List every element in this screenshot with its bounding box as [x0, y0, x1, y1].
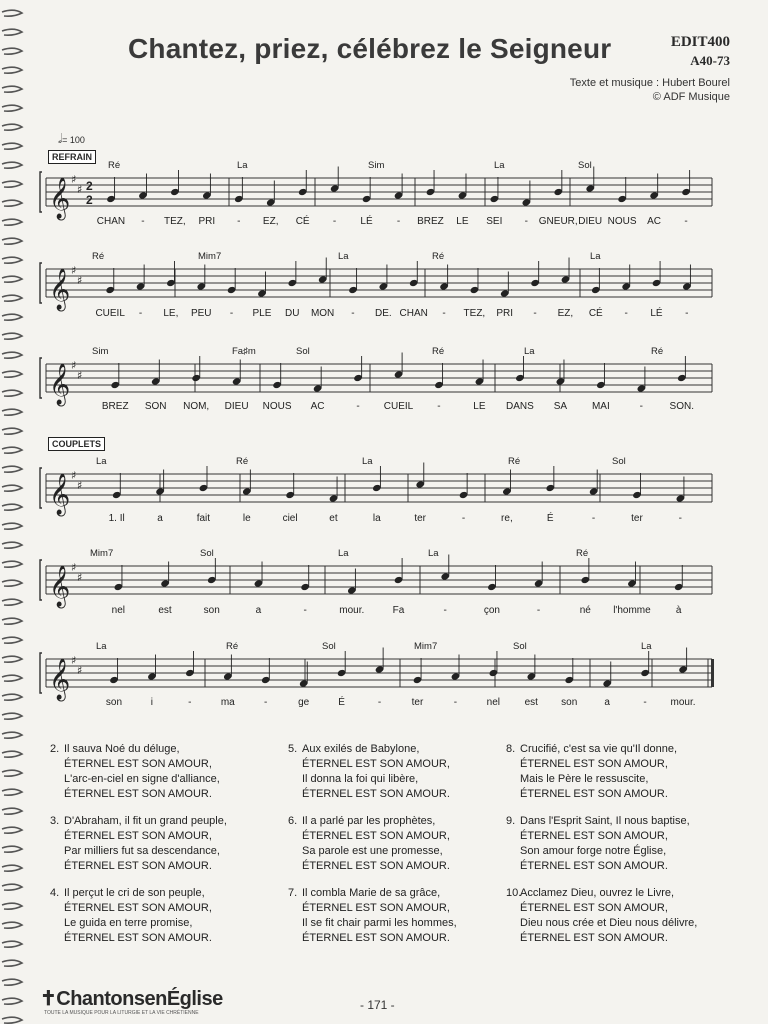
- treble-clef-icon: 𝄞: [49, 566, 71, 607]
- binding-ring: [2, 238, 22, 244]
- verse-number: 9.: [506, 815, 516, 827]
- verse-first-line: [50, 814, 280, 829]
- binding-ring: [2, 219, 22, 225]
- binding-ring: [2, 48, 22, 54]
- lyric-syllable: -: [396, 216, 401, 227]
- sharp-icon: ♯: [71, 561, 77, 574]
- chord-symbol: Sol: [296, 346, 310, 357]
- verse-block: [288, 742, 518, 802]
- binding-ring: [2, 29, 22, 35]
- lyric-syllable: -: [536, 605, 541, 616]
- lyric-syllable: DIEU: [578, 216, 603, 227]
- staff: [36, 460, 726, 520]
- staff: [36, 255, 726, 315]
- sharp-icon: ♯: [71, 359, 77, 372]
- verse-text: Acclamez Dieu, ouvrez le Livre,: [520, 887, 675, 899]
- lyric-syllable: É: [546, 513, 554, 524]
- lyric-syllable: est: [158, 605, 172, 616]
- lyric-syllable: mour.: [339, 605, 365, 616]
- brand-name: ChantonsenÉglise: [56, 988, 223, 1010]
- treble-clef-icon: 𝄞: [49, 269, 71, 310]
- couplets-label: COUPLETS: [48, 437, 105, 451]
- verse-line: ÉTERNEL EST SON AMOUR,: [64, 758, 212, 770]
- lyric-syllable: a: [255, 605, 262, 616]
- sharp-icon: ♯: [77, 274, 83, 287]
- sharp-icon: ♯: [77, 571, 83, 584]
- lyric-syllable: -: [443, 605, 447, 616]
- chord-symbol: Mim7: [90, 548, 114, 559]
- lyric-syllable: à: [675, 605, 682, 616]
- binding-ring: [2, 504, 22, 510]
- chord-symbol: La: [338, 251, 349, 262]
- system-bracket: [40, 358, 42, 398]
- lyric-syllable: LÉ: [650, 308, 663, 319]
- sharp-icon: ♯: [77, 183, 83, 196]
- lyric-syllable: TEZ,: [164, 216, 186, 227]
- verse-line: ÉTERNEL EST SON AMOUR.: [64, 788, 212, 800]
- verse-line: Mais le Père le ressuscite,: [520, 773, 649, 785]
- lyric-syllable: re,: [501, 513, 513, 524]
- lyric-syllable: -: [264, 697, 268, 708]
- binding-ring: [2, 143, 22, 149]
- lyric-syllable: EZ,: [262, 216, 279, 227]
- lyric-syllable: -: [624, 308, 628, 319]
- verse-line: ÉTERNEL EST SON AMOUR,: [302, 758, 450, 770]
- verse-number: 2.: [50, 743, 60, 755]
- verse-number: 4.: [50, 887, 60, 899]
- chord-symbol: La: [237, 160, 248, 171]
- verse-line: ÉTERNEL EST SON AMOUR,: [520, 902, 668, 914]
- chord-symbol: Sol: [200, 548, 214, 559]
- brand-logo: [40, 986, 223, 1011]
- binding-ring: [2, 447, 22, 453]
- lyric-syllable: -: [332, 216, 337, 227]
- lyric-syllable: BREZ: [417, 216, 444, 227]
- lyric-syllable: -: [678, 513, 682, 524]
- staff: [36, 164, 726, 224]
- binding-ring: [2, 922, 22, 928]
- verse-line: Le guida en terre promise,: [64, 917, 193, 929]
- lyric-syllable: AC: [310, 401, 325, 412]
- lyric-syllable: BREZ: [101, 401, 129, 412]
- verse-line: ÉTERNEL EST SON AMOUR,: [64, 830, 212, 842]
- lyric-syllable: MAI: [591, 401, 610, 412]
- lyric-syllable: -: [685, 308, 689, 319]
- verse-text: Il combla Marie de sa grâce,: [302, 887, 441, 899]
- chord-symbol: Sol: [513, 641, 527, 652]
- chord-symbol: Ré: [508, 456, 521, 467]
- chord-symbol: La: [362, 456, 373, 467]
- lyric-syllable: a: [157, 513, 163, 524]
- lyric-syllable: -: [377, 697, 382, 708]
- lyric-syllable: SEI: [486, 216, 503, 227]
- verse-line: ÉTERNEL EST SON AMOUR.: [64, 932, 212, 944]
- lyric-syllable: LÉ: [360, 216, 373, 227]
- binding-ring: [2, 466, 22, 472]
- chord-symbol: Fa♯m: [232, 346, 256, 357]
- verse-text: Il sauva Noé du déluge,: [64, 743, 180, 755]
- verse-line: Dieu nous crée et Dieu nous délivre,: [520, 917, 698, 929]
- lyric-syllable: nel: [486, 697, 501, 708]
- verse-number: 7.: [288, 887, 298, 899]
- chord-symbol: Ré: [236, 456, 249, 467]
- lyric-syllable: NOM,: [183, 401, 210, 412]
- lyric-syllable: -: [229, 308, 234, 319]
- chord-symbol: La: [590, 251, 601, 262]
- system-bracket: [40, 263, 42, 303]
- binding-ring: [2, 295, 22, 301]
- lyric-syllable: i: [150, 697, 154, 708]
- lyric-syllable: DIEU: [224, 401, 249, 412]
- system-bracket: [40, 468, 42, 508]
- binding-ring: [2, 162, 22, 168]
- lyric-syllable: -: [138, 308, 143, 319]
- lyric-syllable: DU: [285, 308, 300, 319]
- lyric-syllable: çon: [483, 605, 500, 616]
- sharp-icon: ♯: [77, 479, 83, 492]
- chord-symbol: La: [96, 456, 107, 467]
- half-note-icon: 𝅗𝅥: [58, 131, 63, 146]
- lyric-syllable: CHAN: [399, 308, 428, 319]
- verse-first-line: [50, 742, 280, 757]
- sharp-icon: ♯: [71, 469, 77, 482]
- binding-ring: [2, 599, 22, 605]
- binding-ring: [2, 523, 22, 529]
- verse-number: 3.: [50, 815, 60, 827]
- lyric-syllable: LE,: [163, 308, 179, 319]
- lyric-syllable: CUEIL: [383, 401, 414, 412]
- sharp-icon: ♯: [77, 664, 83, 677]
- verse-line: ÉTERNEL EST SON AMOUR,: [302, 902, 450, 914]
- binding-ring: [2, 371, 22, 377]
- lyric-syllable: -: [591, 513, 596, 524]
- chord-symbol: La: [641, 641, 652, 652]
- treble-clef-icon: 𝄞: [49, 364, 71, 405]
- binding-ring: [2, 675, 22, 681]
- binding-ring: [2, 827, 22, 833]
- chord-symbol: Ré: [432, 251, 445, 262]
- chord-symbol: Ré: [432, 346, 445, 357]
- binding-ring: [2, 884, 22, 890]
- verse-text: Il a parlé par les prophètes,: [302, 815, 436, 827]
- chord-symbol: Ré: [651, 346, 664, 357]
- lyric-syllable: né: [579, 605, 591, 616]
- verse-line: Sa parole est une promesse,: [302, 845, 443, 857]
- lyric-syllable: ge: [298, 697, 310, 708]
- verse-first-line: [506, 814, 736, 829]
- credit-copyright: © ADF Musique: [652, 91, 730, 103]
- binding-ring: [2, 561, 22, 567]
- chord-symbol: Sim: [92, 346, 109, 357]
- lyric-syllable: PRI: [496, 308, 514, 319]
- verse-first-line: [288, 886, 522, 901]
- lyric-syllable: nel: [111, 605, 126, 616]
- verse-first-line: [506, 886, 736, 901]
- binding-ring: [2, 789, 22, 795]
- binding-ring: [2, 998, 22, 1004]
- binding-ring: [2, 428, 22, 434]
- binding-ring: [2, 200, 22, 206]
- binding-ring: [2, 903, 22, 909]
- binding-ring: [2, 732, 22, 738]
- lyric-syllable: -: [533, 308, 537, 319]
- lyric-syllable: CUEIL: [95, 308, 125, 319]
- catalog-code: EDIT400: [670, 34, 730, 50]
- binding-ring: [2, 770, 22, 776]
- lyric-syllable: l'homme: [613, 605, 651, 616]
- chord-symbol: La: [524, 346, 535, 357]
- chord-symbol: Sol: [612, 456, 626, 467]
- verse-line: Par milliers fut sa descendance,: [64, 845, 220, 857]
- lyric-syllable: MON: [310, 308, 335, 319]
- sharp-icon: ♯: [71, 264, 77, 277]
- binding-ring: [2, 485, 22, 491]
- credit-author: Texte et musique : Hubert Bourel: [569, 77, 730, 89]
- binding-ring: [2, 580, 22, 586]
- lyric-syllable: son: [561, 697, 578, 708]
- lyric-syllable: -: [437, 401, 441, 412]
- verse-line: L'arc-en-ciel en signe d'alliance,: [64, 773, 220, 785]
- verse-first-line: [288, 814, 518, 829]
- binding-ring: [2, 618, 22, 624]
- lyric-syllable: Fa: [392, 605, 405, 616]
- chord-symbol: Mim7: [198, 251, 222, 262]
- lyric-syllable: et: [329, 513, 338, 524]
- song-title: Chantez, priez, célébrez le Seigneur: [128, 33, 612, 64]
- lyric-syllable: CÉ: [588, 308, 603, 319]
- lyric-syllable: CÉ: [295, 216, 310, 227]
- lyric-syllable: -: [141, 216, 145, 227]
- verse-number: 6.: [288, 815, 298, 827]
- binding-ring: [2, 808, 22, 814]
- chord-symbol: La: [338, 548, 349, 559]
- lyric-syllable: -: [303, 605, 307, 616]
- binding-ring: [2, 656, 22, 662]
- cross-icon: ✝: [40, 988, 57, 1010]
- verse-line: ÉTERNEL EST SON AMOUR.: [520, 788, 668, 800]
- verse-line: ÉTERNEL EST SON AMOUR.: [302, 860, 450, 872]
- binding-ring: [2, 409, 22, 415]
- final-barline-thick: [711, 659, 714, 687]
- verse-line: ÉTERNEL EST SON AMOUR.: [520, 932, 668, 944]
- verse-first-line: [288, 742, 518, 757]
- chord-symbol: Sol: [322, 641, 336, 652]
- time-signature-top: 2: [86, 179, 93, 193]
- system-bracket: [40, 653, 42, 693]
- lyric-syllable: ciel: [282, 513, 298, 524]
- lyric-syllable: TEZ,: [463, 308, 486, 319]
- lyric-syllable: SA: [553, 401, 568, 412]
- verse-number: 5.: [288, 743, 298, 755]
- verse-text: Crucifié, c'est sa vie qu'Il donne,: [520, 743, 678, 755]
- binding-ring: [2, 694, 22, 700]
- binding-ring: [2, 276, 22, 282]
- verse-block: [50, 886, 280, 946]
- brand-tagline: TOUTE LA MUSIQUE POUR LA LITURGIE ET LA VIE CHRÉTIENNE: [44, 1010, 199, 1016]
- verse-block: [288, 814, 518, 874]
- binding-ring: [2, 181, 22, 187]
- verse-line: ÉTERNEL EST SON AMOUR,: [520, 758, 668, 770]
- chord-symbol: La: [428, 548, 439, 559]
- lyric-syllable: LE: [473, 401, 486, 412]
- verse-first-line: [506, 742, 736, 757]
- lyric-syllable: son: [105, 697, 123, 708]
- verse-line: Il se fit chair parmi les hommes,: [302, 917, 457, 929]
- verse-line: ÉTERNEL EST SON AMOUR.: [64, 860, 212, 872]
- verse-number: 10.: [506, 887, 522, 899]
- lyric-syllable: AC: [647, 216, 662, 227]
- binding-ring: [2, 86, 22, 92]
- lyric-syllable: DE.: [374, 308, 392, 319]
- binding-ring: [2, 941, 22, 947]
- system-bracket: [40, 172, 42, 212]
- lyric-syllable: la: [372, 513, 381, 524]
- binding-ring: [2, 314, 22, 320]
- tempo-value: = 100: [62, 135, 85, 145]
- lyric-syllable: -: [453, 697, 458, 708]
- verse-text: D'Abraham, il fit un grand peuple,: [64, 815, 227, 827]
- lyric-syllable: NOUS: [262, 401, 292, 412]
- binding-ring: [2, 333, 22, 339]
- verse-line: ÉTERNEL EST SON AMOUR.: [520, 860, 668, 872]
- catalog-code-secondary: A40-73: [690, 53, 730, 68]
- lyric-syllable: son: [203, 605, 220, 616]
- verse-line: ÉTERNEL EST SON AMOUR.: [302, 932, 450, 944]
- binding-ring: [2, 713, 22, 719]
- binding-ring: [2, 865, 22, 871]
- verse-block: [50, 814, 280, 874]
- lyric-syllable: GNEUR,: [538, 216, 578, 227]
- sharp-icon: ♯: [77, 369, 83, 382]
- binding-ring: [2, 257, 22, 263]
- lyric-syllable: -: [351, 308, 355, 319]
- binding-ring: [2, 105, 22, 111]
- binding-ring: [2, 1017, 22, 1023]
- verse-block: [288, 886, 522, 946]
- staff: [36, 645, 726, 705]
- verse-line: Son amour forge notre Église,: [520, 845, 667, 857]
- treble-clef-icon: 𝄞: [49, 474, 71, 515]
- refrain-label: REFRAIN: [48, 150, 96, 164]
- chord-symbol: Ré: [108, 160, 121, 171]
- verse-line: Il donna la foi qui libère,: [302, 773, 419, 785]
- chord-symbol: Sol: [578, 160, 592, 171]
- lyric-syllable: a: [604, 697, 610, 708]
- lyric-syllable: -: [188, 697, 192, 708]
- chord-symbol: Mim7: [414, 641, 438, 652]
- verse-line: ÉTERNEL EST SON AMOUR,: [302, 830, 450, 842]
- time-signature-bottom: 2: [86, 193, 93, 207]
- lyric-syllable: -: [643, 697, 647, 708]
- binding-ring: [2, 751, 22, 757]
- verse-block: [50, 742, 280, 802]
- system-bracket: [40, 560, 42, 600]
- verse-block: [506, 742, 736, 802]
- lyric-syllable: SON: [144, 401, 167, 412]
- sharp-icon: ♯: [71, 173, 77, 186]
- binding-ring: [2, 390, 22, 396]
- chord-symbol: La: [494, 160, 505, 171]
- verse-first-line: [50, 886, 280, 901]
- binding-ring: [2, 67, 22, 73]
- chord-symbol: La: [96, 641, 107, 652]
- lyric-syllable: PLE: [252, 308, 272, 319]
- binding-ring: [2, 846, 22, 852]
- lyric-syllable: -: [461, 513, 466, 524]
- verse-block: [506, 886, 736, 946]
- binding-ring: [2, 10, 22, 16]
- lyric-syllable: mour.: [670, 697, 696, 708]
- lyric-syllable: -: [684, 216, 688, 227]
- lyric-syllable: -: [524, 216, 528, 227]
- lyric-syllable: NOUS: [607, 216, 637, 227]
- spiral-binding: [0, 0, 26, 1024]
- verse-number: 8.: [506, 743, 516, 755]
- verse-text: Dans l'Esprit Saint, Il nous baptise,: [520, 815, 690, 827]
- lyric-syllable: ter: [414, 513, 427, 524]
- lyric-syllable: SON.: [669, 401, 694, 412]
- binding-ring: [2, 960, 22, 966]
- lyric-syllable: EZ,: [557, 308, 574, 319]
- lyric-syllable: 1. Il: [108, 513, 125, 524]
- tempo-marking: [58, 131, 85, 147]
- chord-symbol: Ré: [92, 251, 105, 262]
- lyric-syllable: É: [338, 697, 345, 708]
- sharp-icon: ♯: [71, 654, 77, 667]
- lyric-syllable: -: [639, 401, 643, 412]
- lyric-syllable: LE: [456, 216, 469, 227]
- lyric-syllable: -: [356, 401, 360, 412]
- chord-symbol: Sim: [368, 160, 385, 171]
- lyric-syllable: PEU: [190, 308, 212, 319]
- verse-line: ÉTERNEL EST SON AMOUR,: [520, 830, 668, 842]
- binding-ring: [2, 542, 22, 548]
- verse-text: Il perçut le cri de son peuple,: [64, 887, 205, 899]
- verse-block: [506, 814, 736, 874]
- treble-clef-icon: 𝄞: [49, 178, 71, 219]
- binding-ring: [2, 124, 22, 130]
- treble-clef-icon: 𝄞: [49, 659, 71, 700]
- lyric-syllable: le: [242, 513, 251, 524]
- lyric-syllable: -: [442, 308, 446, 319]
- lyric-syllable: DANS: [505, 401, 534, 412]
- verse-line: ÉTERNEL EST SON AMOUR,: [64, 902, 212, 914]
- chord-symbol: Ré: [576, 548, 589, 559]
- chord-symbol: Ré: [226, 641, 239, 652]
- verse-line: ÉTERNEL EST SON AMOUR.: [302, 788, 450, 800]
- lyric-syllable: fait: [196, 513, 211, 524]
- lyric-syllable: est: [524, 697, 538, 708]
- lyric-syllable: ter: [411, 697, 424, 708]
- lyric-syllable: ter: [631, 513, 643, 524]
- lyric-syllable: PRI: [198, 216, 216, 227]
- lyric-syllable: -: [237, 216, 241, 227]
- staff: [36, 552, 726, 612]
- lyric-syllable: ma: [220, 697, 235, 708]
- verse-text: Aux exilés de Babylone,: [302, 743, 420, 755]
- binding-ring: [2, 979, 22, 985]
- staff: [36, 350, 726, 410]
- binding-ring: [2, 352, 22, 358]
- page-number: - 171 -: [360, 998, 395, 1012]
- lyric-syllable: CHAN: [96, 216, 126, 227]
- binding-ring: [2, 637, 22, 643]
